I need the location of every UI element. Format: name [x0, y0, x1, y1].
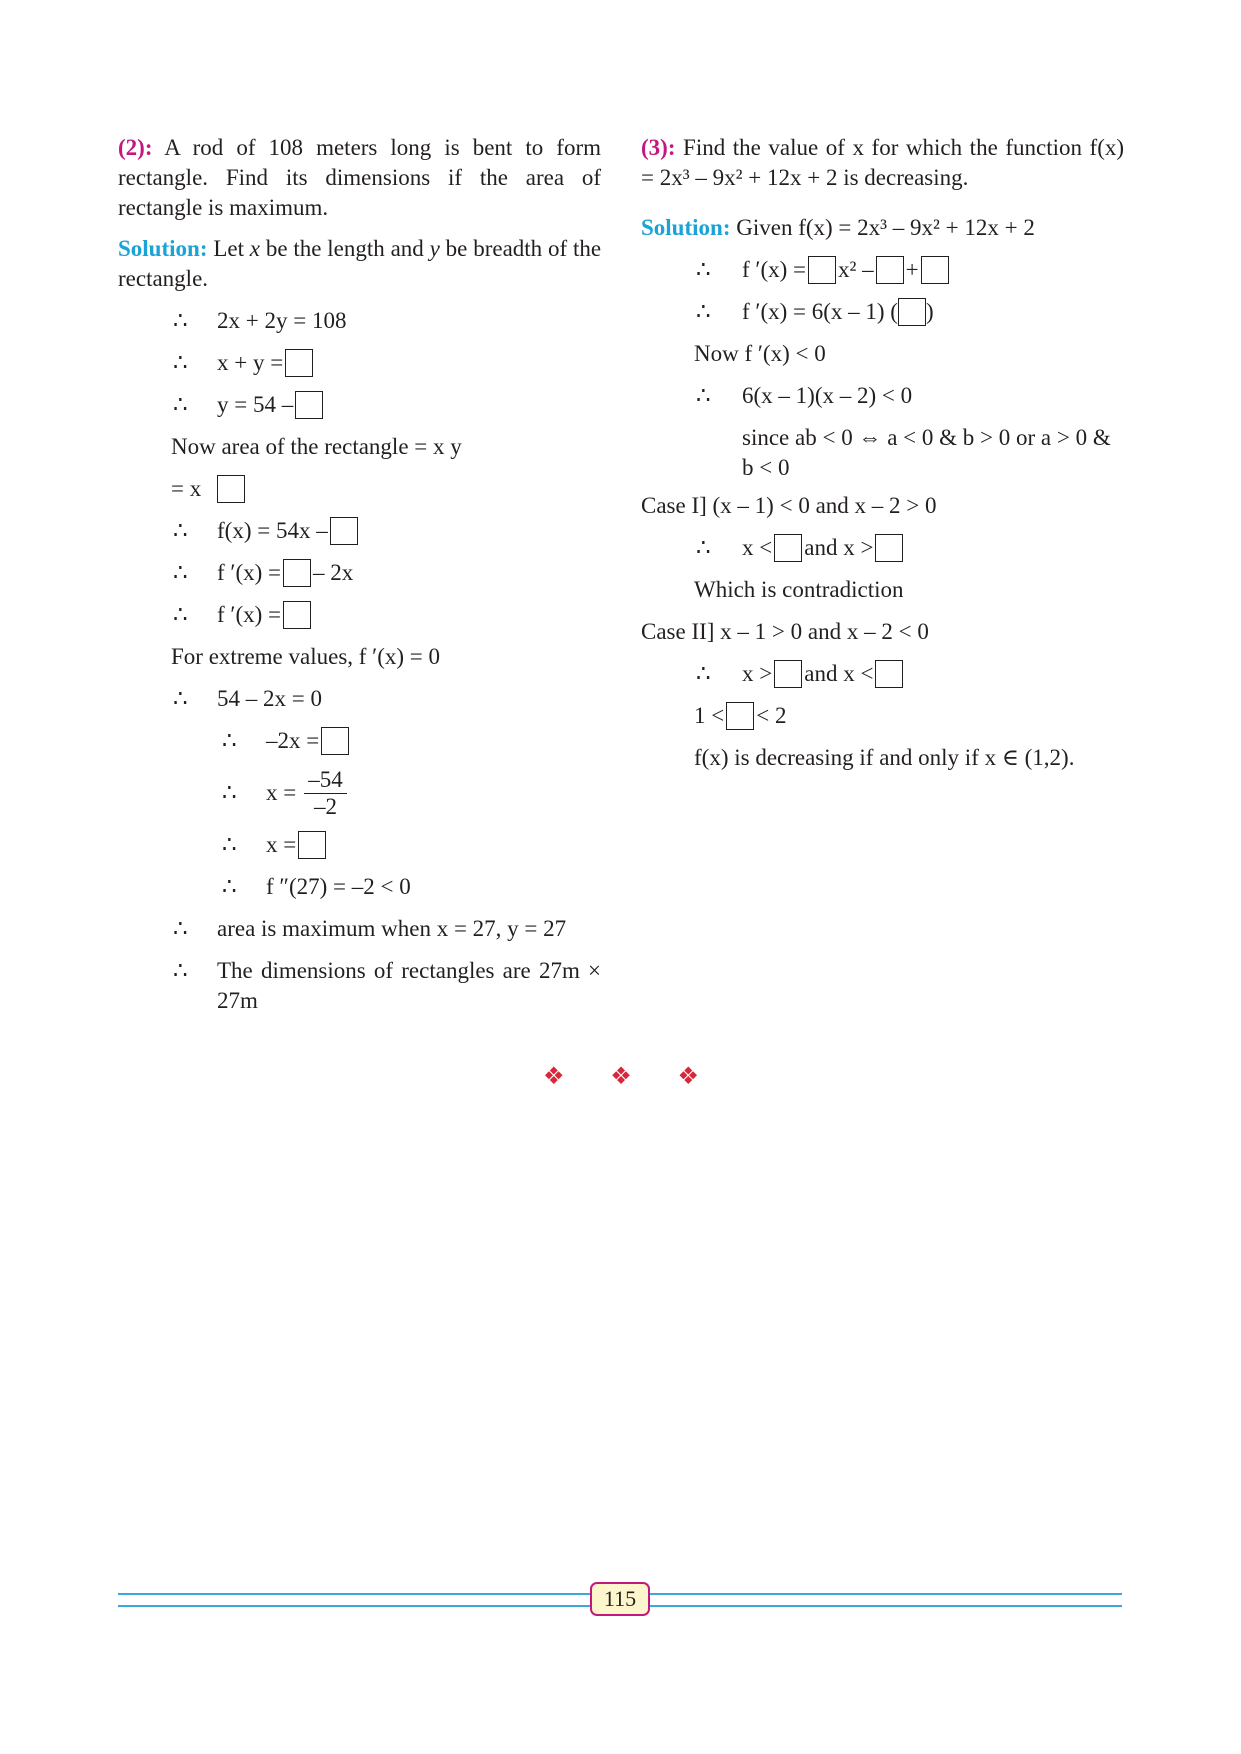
steps — [118, 306, 601, 1016]
step — [118, 872, 601, 902]
step — [118, 764, 601, 822]
therefore-symbol: ∴ — [696, 257, 711, 282]
therefore-symbol: ∴ — [173, 916, 188, 941]
step-text: f ′(x) = — [217, 560, 281, 585]
step — [641, 339, 1124, 369]
step — [118, 600, 601, 630]
step-text: = x — [171, 476, 202, 501]
question-3 — [641, 133, 1124, 193]
question-2 — [118, 133, 601, 223]
blank-box[interactable] — [283, 601, 311, 629]
fraction-numerator: –54 — [304, 767, 347, 794]
blank-box[interactable] — [295, 391, 323, 419]
section-end-ornament — [543, 1062, 699, 1092]
step-text: 6(x – 1)(x – 2) < 0 — [742, 383, 913, 408]
step-text: x = — [266, 832, 297, 857]
step-text: f ′(x) = 6(x – 1) ( — [742, 299, 898, 324]
blank-box[interactable] — [285, 349, 313, 377]
therefore-symbol: ∴ — [222, 832, 237, 857]
step — [118, 306, 601, 336]
step-text: x² – — [837, 257, 874, 282]
blank-box[interactable] — [283, 559, 311, 587]
therefore-symbol: ∴ — [222, 874, 237, 899]
therefore-symbol: ∴ — [173, 308, 188, 333]
step-text: < 2 — [756, 703, 787, 728]
step-text: area is maximum when x = 27, y = 27 — [217, 916, 567, 941]
step-text: ) — [925, 299, 934, 324]
step — [641, 297, 1124, 327]
case-heading: Case I] (x – 1) < 0 and x – 2 > 0 — [641, 493, 937, 518]
blank-box[interactable] — [921, 256, 949, 284]
step — [118, 474, 601, 504]
step-text: – 2x — [312, 560, 354, 585]
step-text: and x > — [804, 535, 874, 560]
right-column — [641, 133, 1124, 773]
step-text: Which is contradiction — [694, 577, 904, 602]
step — [118, 684, 601, 714]
step-text: f ″(27) = –2 < 0 — [266, 874, 411, 899]
blank-box[interactable] — [774, 660, 802, 688]
solution-label: Solution: — [641, 215, 731, 240]
question-number: (2): — [118, 135, 153, 160]
step — [641, 743, 1124, 773]
step — [641, 617, 1124, 647]
therefore-symbol: ∴ — [173, 392, 188, 417]
therefore-symbol: ∴ — [173, 350, 188, 375]
step — [118, 432, 601, 462]
step — [118, 390, 601, 420]
step-text: + — [905, 257, 919, 282]
step-text: Now area of the rectangle = x y — [171, 434, 462, 459]
solution-text: Given f(x) = 2x³ – 9x² + 12x + 2 — [736, 215, 1035, 240]
step — [641, 255, 1124, 285]
step — [118, 642, 601, 672]
case-heading: Case II] x – 1 > 0 and x – 2 < 0 — [641, 619, 929, 644]
blank-box[interactable] — [898, 298, 926, 326]
step — [118, 914, 601, 944]
diamond-ornament-icon: ❖ — [610, 1064, 632, 1090]
step — [118, 558, 601, 588]
step — [641, 701, 1124, 731]
step-text: 2x + 2y = 108 — [217, 308, 347, 333]
step — [118, 956, 601, 1016]
therefore-symbol: ∴ — [173, 560, 188, 585]
step — [641, 533, 1124, 563]
step-text: –2x = — [266, 728, 320, 753]
solution-text: be the length and — [265, 236, 424, 261]
fraction-denominator: –2 — [313, 793, 337, 819]
step-text: x < — [742, 535, 773, 560]
step — [118, 726, 601, 756]
step — [118, 516, 601, 546]
therefore-symbol: ∴ — [696, 383, 711, 408]
step-text: x + y = — [217, 350, 284, 375]
solution-text: Let — [213, 236, 244, 261]
step-text: x > — [742, 661, 773, 686]
diamond-ornament-icon: ❖ — [543, 1064, 565, 1090]
blank-box[interactable] — [330, 517, 358, 545]
step — [118, 830, 601, 860]
blank-box[interactable] — [875, 660, 903, 688]
step-text: Now f ′(x) < 0 — [694, 341, 826, 366]
blank-box[interactable] — [726, 702, 754, 730]
blank-box[interactable] — [875, 534, 903, 562]
therefore-symbol: ∴ — [222, 728, 237, 753]
solution-label: Solution: — [118, 236, 208, 261]
step — [641, 575, 1124, 605]
therefore-symbol: ∴ — [222, 780, 237, 805]
step — [641, 659, 1124, 689]
blank-box[interactable] — [298, 831, 326, 859]
step-text: f ′(x) = — [742, 257, 806, 282]
step-text: since ab < 0 ⇔ a < 0 & b > 0 or a > 0 & b < 0 — [742, 425, 1111, 480]
steps — [641, 255, 1124, 773]
step-text: 1 < — [694, 703, 725, 728]
page-number: 115 — [590, 1582, 650, 1616]
question-number: (3): — [641, 135, 676, 160]
solution-text: be breadth of the rectangle. — [118, 236, 602, 291]
step-text: and x < — [804, 661, 874, 686]
therefore-symbol: ∴ — [173, 686, 188, 711]
diamond-ornament-icon: ❖ — [677, 1064, 699, 1090]
question-text: A rod of 108 meters long is bent to form rectangle. Find its dimensions if the area of rectangle is maximum. — [118, 135, 601, 220]
fraction — [304, 767, 347, 820]
step-text: x = — [266, 780, 297, 805]
step-text: 54 – 2x = 0 — [217, 686, 322, 711]
step-text: y = 54 – — [217, 392, 294, 417]
therefore-symbol: ∴ — [696, 299, 711, 324]
step-text: f(x) = 54x – — [217, 518, 328, 543]
therefore-symbol: ∴ — [696, 535, 711, 560]
step-text: For extreme values, f ′(x) = 0 — [171, 644, 441, 669]
blank-box[interactable] — [774, 534, 802, 562]
step-text: f ′(x) = — [217, 602, 281, 627]
therefore-symbol: ∴ — [173, 958, 188, 983]
therefore-symbol: ∴ — [173, 602, 188, 627]
blank-box[interactable] — [321, 727, 349, 755]
step-text: The dimensions of rectangles are 27m × 27m — [217, 958, 601, 1013]
blank-box[interactable] — [876, 256, 904, 284]
blank-box[interactable] — [217, 475, 245, 503]
step — [641, 491, 1124, 521]
solution-intro — [641, 213, 1124, 243]
conclusion-text: f(x) is decreasing if and only if x ∈ (1,2). — [694, 745, 1075, 770]
therefore-symbol: ∴ — [173, 518, 188, 543]
solution-intro: Solution: Let x be the length and y be breadth of the rectangle. — [118, 236, 602, 291]
blank-box[interactable] — [808, 256, 836, 284]
question-text: Find the value of x for which the function f(x) = 2x³ – 9x² + 12x + 2 is decreasing. — [641, 135, 1125, 190]
therefore-symbol: ∴ — [696, 661, 711, 686]
left-column — [118, 133, 601, 1016]
step — [641, 381, 1124, 411]
step — [118, 348, 601, 378]
